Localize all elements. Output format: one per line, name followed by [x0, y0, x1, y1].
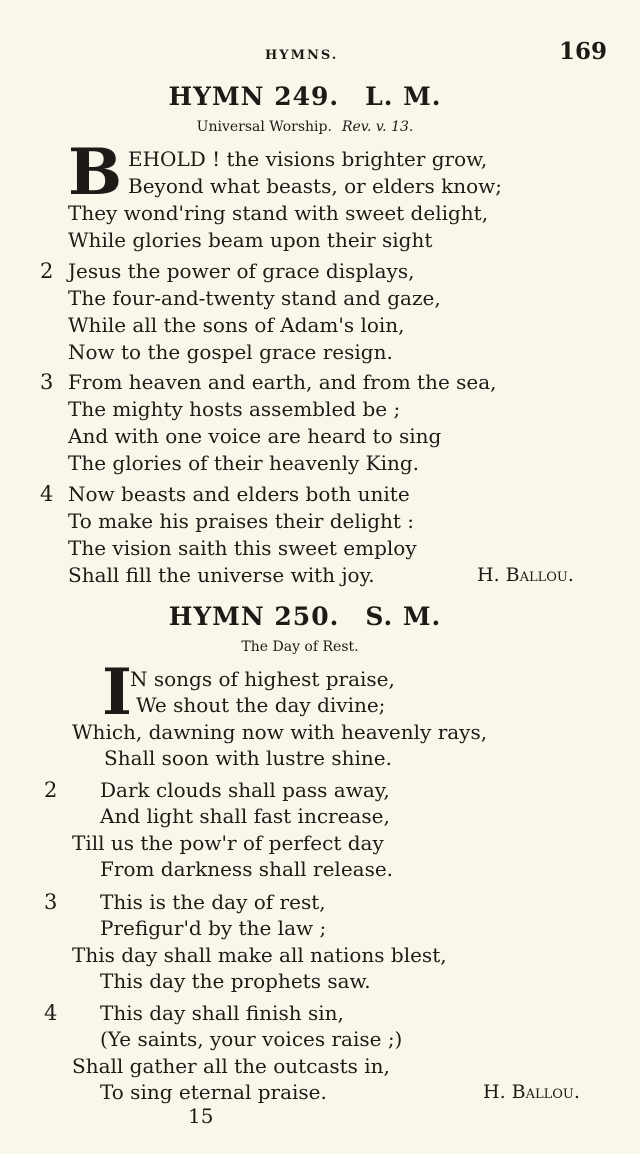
scripture-reference: Rev. v. 13. [341, 119, 414, 135]
verse-line: Which, dawning now with heavenly rays, [72, 720, 488, 744]
verse-line: This day the prophets saw. [100, 969, 371, 993]
hymn-number: HYMN 249. [168, 82, 340, 111]
verse-number: 3 [40, 370, 54, 394]
page-number: 169 [559, 38, 608, 65]
verse-line: N songs of highest praise, [130, 667, 395, 691]
verse-line: Prefigur'd by the law ; [100, 916, 327, 940]
verse-number: 4 [40, 482, 54, 506]
verse-line: To make his praises their delight : [68, 509, 415, 533]
verse-line: Jesus the power of grace displays, [68, 259, 415, 283]
author-attribution: H. Ballou. [483, 1081, 580, 1103]
hymn-number: HYMN 250. [168, 602, 340, 631]
verse-line: While all the sons of Adam's loin, [68, 313, 405, 337]
verse-line: Shall fill the universe with joy. [68, 563, 375, 587]
verse-line: The mighty hosts assembled be ; [68, 397, 401, 421]
verse-line: This day shall make all nations blest, [72, 943, 447, 967]
verse-line: Shall soon with lustre shine. [104, 746, 392, 770]
verse-line: Now to the gospel grace resign. [68, 340, 393, 364]
running-head: HYMNS. [265, 48, 339, 63]
verse-line: This day shall finish sin, [100, 1001, 344, 1025]
drop-cap: I [102, 655, 132, 730]
verse-line: The glories of their heavenly King. [68, 451, 420, 475]
verse-line: From heaven and earth, and from the sea, [68, 370, 497, 394]
verse-line: From darkness shall release. [100, 857, 394, 881]
hymn-250-title [0, 602, 610, 631]
hymn-meter: S. M. [365, 602, 442, 631]
verse-line: EHOLD ! the visions brighter grow, [128, 147, 488, 171]
verse-line: They wond'ring stand with sweet delight, [68, 201, 489, 225]
hymn-subtitle-text: Universal Worship. [196, 119, 332, 135]
verse-line: (Ye saints, your voices raise ;) [100, 1027, 403, 1051]
verse-line: While glories beam upon their sight [68, 228, 433, 252]
verse-line: This is the day of rest, [100, 890, 326, 914]
verse-line: Dark clouds shall pass away, [100, 778, 390, 802]
verse-line: Shall gather all the outcasts in, [72, 1054, 390, 1078]
verse-line: To sing eternal praise. [100, 1080, 327, 1104]
signature-mark: 15 [188, 1104, 214, 1128]
author-attribution: H. Ballou. [477, 564, 574, 586]
hymn-249-title [0, 82, 610, 111]
hymn-250-subtitle [0, 639, 610, 655]
hymn-meter: L. M. [365, 82, 442, 111]
verse-line: The four-and-twenty stand and gaze, [68, 286, 441, 310]
verse-line: We shout the day divine; [136, 693, 386, 717]
hymn-subtitle-text: The Day of Rest. [241, 639, 359, 655]
drop-cap: B [68, 135, 123, 210]
verse-line: And light shall fast increase, [100, 804, 390, 828]
verse-line: Now beasts and elders both unite [68, 482, 410, 506]
verse-line: The vision saith this sweet employ [68, 536, 417, 560]
verse-line: Till us the pow'r of perfect day [72, 831, 384, 855]
verse-line: And with one voice are heard to sing [68, 424, 442, 448]
verse-number: 2 [40, 259, 54, 283]
hymn-249-subtitle [0, 119, 610, 135]
verse-number: 4 [44, 1001, 58, 1025]
verse-number: 2 [44, 778, 58, 802]
verse-number: 3 [44, 890, 58, 914]
verse-line: Beyond what beasts, or elders know; [128, 174, 502, 198]
